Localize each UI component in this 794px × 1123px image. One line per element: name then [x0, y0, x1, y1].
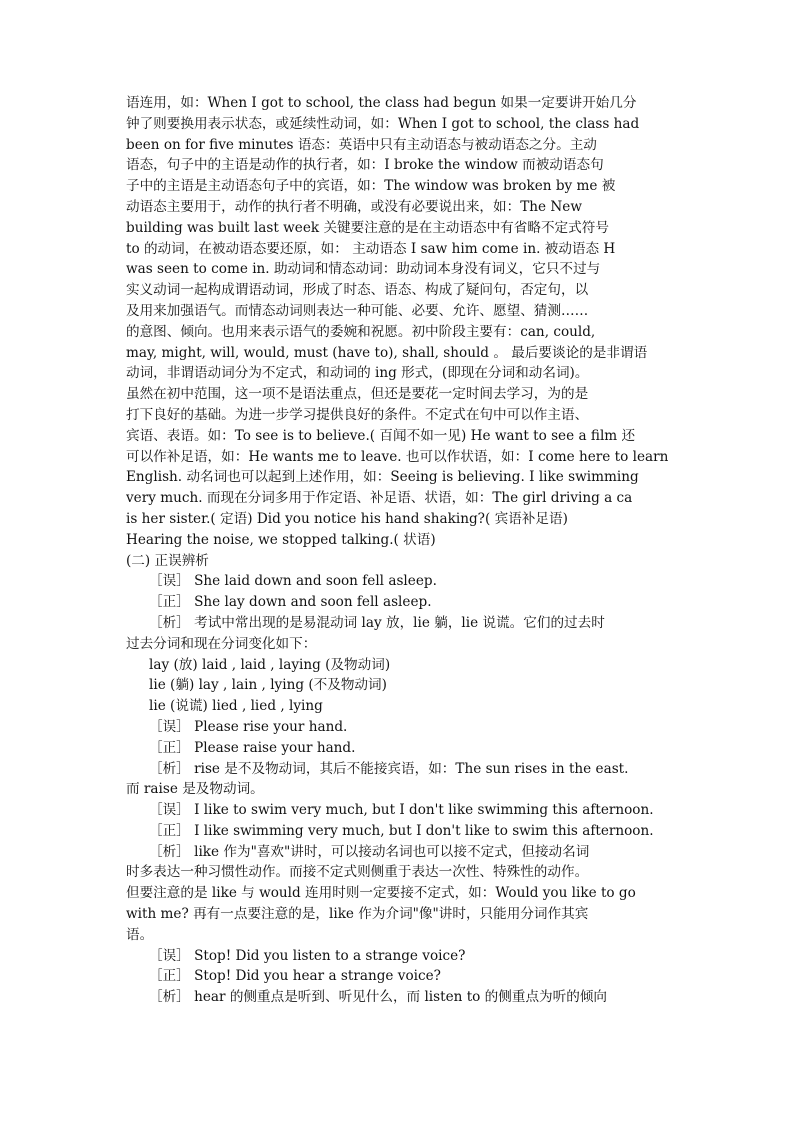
text-line: 语连用，如：When I got to school, the class had begun 如果一定要讲开始几分	[126, 95, 637, 111]
text-line: been on for five minutes 语态：英语中只有主动语态与被动语态之分。主动	[126, 136, 597, 153]
correct-item: ［正］ Please raise your hand.	[149, 739, 356, 756]
correction-items	[126, 571, 669, 1008]
text-line: English. 动名词也可以起到上述作用，如：Seeing is believing. I like swimming	[126, 469, 639, 486]
text-line: 子中的主语是主动语态句子中的宾语，如：The window was broken by me 被	[126, 178, 616, 195]
analysis-continuation: 语。	[126, 926, 154, 943]
text-line: building was built last week 关键要注意的是在主动语态中有省略不定式符号	[126, 219, 609, 236]
text-line: 及用来加强语气。而情态动词则表达一种可能、必要、允许、愿望、猜测……	[126, 302, 589, 319]
error-item: ［误］ Please rise your hand.	[149, 718, 348, 735]
text-line: 实义动词一起构成谓语动词，形成了时态、语态、构成了疑问句，否定句，以	[126, 282, 589, 299]
text-line: 打下良好的基础。为进一步学习提供良好的条件。不定式在句中可以作主语、	[126, 406, 589, 423]
text-line: 动语态主要用于，动作的执行者不明确，或没有必要说出来，如：The New	[126, 198, 582, 215]
analysis-item: ［析］ hear 的侧重点是听到、听见什么，而 listen to 的侧重点为听的倾向	[149, 989, 608, 1006]
main-paragraph	[126, 93, 669, 551]
analysis-continuation: 但要注意的是 like 与 would 连用时则一定要接不定式，如：Would you like to go	[126, 885, 636, 902]
analysis-continuation: 而 raise 是及物动词。	[126, 781, 264, 798]
text-line: 虽然在初中范围，这一项不是语法重点，但还是要花一定时间去学习，为的是	[126, 386, 589, 403]
analysis-continuation: 时多表达一种习惯性动作。而接不定式则侧重于表达一次性、特殊性的动作。	[126, 864, 589, 881]
error-item: ［误］ I like to swim very much, but I don't like swimming this afternoon.	[149, 802, 654, 819]
analysis-item: ［析］ rise 是不及物动词，其后不能接宾语，如：The sun rises in the east.	[149, 760, 629, 777]
text-line: to 的动词，在被动语态要还原，如： 主动语态 I saw him come in. 被动语态 H	[126, 240, 616, 257]
verb-form-row: lie (躺) lay , lain , lying (不及物动词)	[149, 677, 387, 694]
error-item: ［误］ She laid down and soon fell asleep.	[149, 573, 437, 590]
verb-form-row: lie (说谎) lied , lied , lying	[149, 698, 323, 715]
analysis-item: ［析］ 考试中常出现的是易混动词 lay 放，lie 躺，lie 说谎。它们的过去时	[149, 614, 605, 631]
analysis-continuation: 过去分词和现在分词变化如下：	[126, 635, 317, 652]
text-line: 语态，句子中的主语是动作的执行者，如：I broke the window 而被动语态句	[126, 157, 604, 174]
text-line: 钟了则要换用表示状态，或延续性动词，如：When I got to school, the class had	[126, 115, 640, 132]
text-line: 宾语、表语。如：To see is to believe.( 百闻不如一见) He want to see a film 还	[126, 427, 636, 444]
text-line: 可以作补足语，如：He wants me to leave. 也可以作状语，如：I come here to learn	[126, 448, 669, 465]
analysis-item: ［析］ like 作为"喜欢"讲时，可以接动名词也可以接不定式，但接动名词	[149, 843, 590, 860]
correct-item: ［正］ Stop! Did you hear a strange voice?	[149, 968, 441, 985]
text-line: very much. 而现在分词多用于作定语、补足语、状语，如：The girl driving a ca	[126, 490, 633, 507]
text-line: Hearing the noise, we stopped talking.( 状语)	[126, 531, 436, 548]
text-line: was seen to come in. 助动词和情态动词：助动词本身没有词义，它只不过与	[126, 261, 601, 278]
analysis-continuation: with me? 再有一点要注意的是，like 作为介词"像"讲时，只能用分词作其宾	[126, 906, 589, 923]
verb-form-row: lay (放) laid , laid , laying (及物动词)	[149, 656, 391, 673]
text-line: 的意图、倾向。也用来表示语气的委婉和祝愿。初中阶段主要有：can, could,	[126, 323, 596, 340]
error-item: ［误］ Stop! Did you listen to a strange voice?	[149, 947, 466, 964]
document-page	[126, 93, 669, 1008]
correct-item: ［正］ She lay down and soon fell asleep.	[149, 594, 432, 611]
correct-item: ［正］ I like swimming very much, but I don't like to swim this afternoon.	[149, 822, 654, 839]
text-line: may, might, will, would, must (have to), shall, should 。 最后要谈论的是非谓语	[126, 344, 648, 361]
section-title: (二) 正误辨析	[126, 552, 209, 569]
text-line: is her sister.( 定语) Did you notice his hand shaking?( 宾语补足语)	[126, 510, 568, 527]
text-line: 动词，非谓语动词分为不定式，和动词的 ing 形式，(即现在分词和动名词)。	[126, 365, 589, 382]
